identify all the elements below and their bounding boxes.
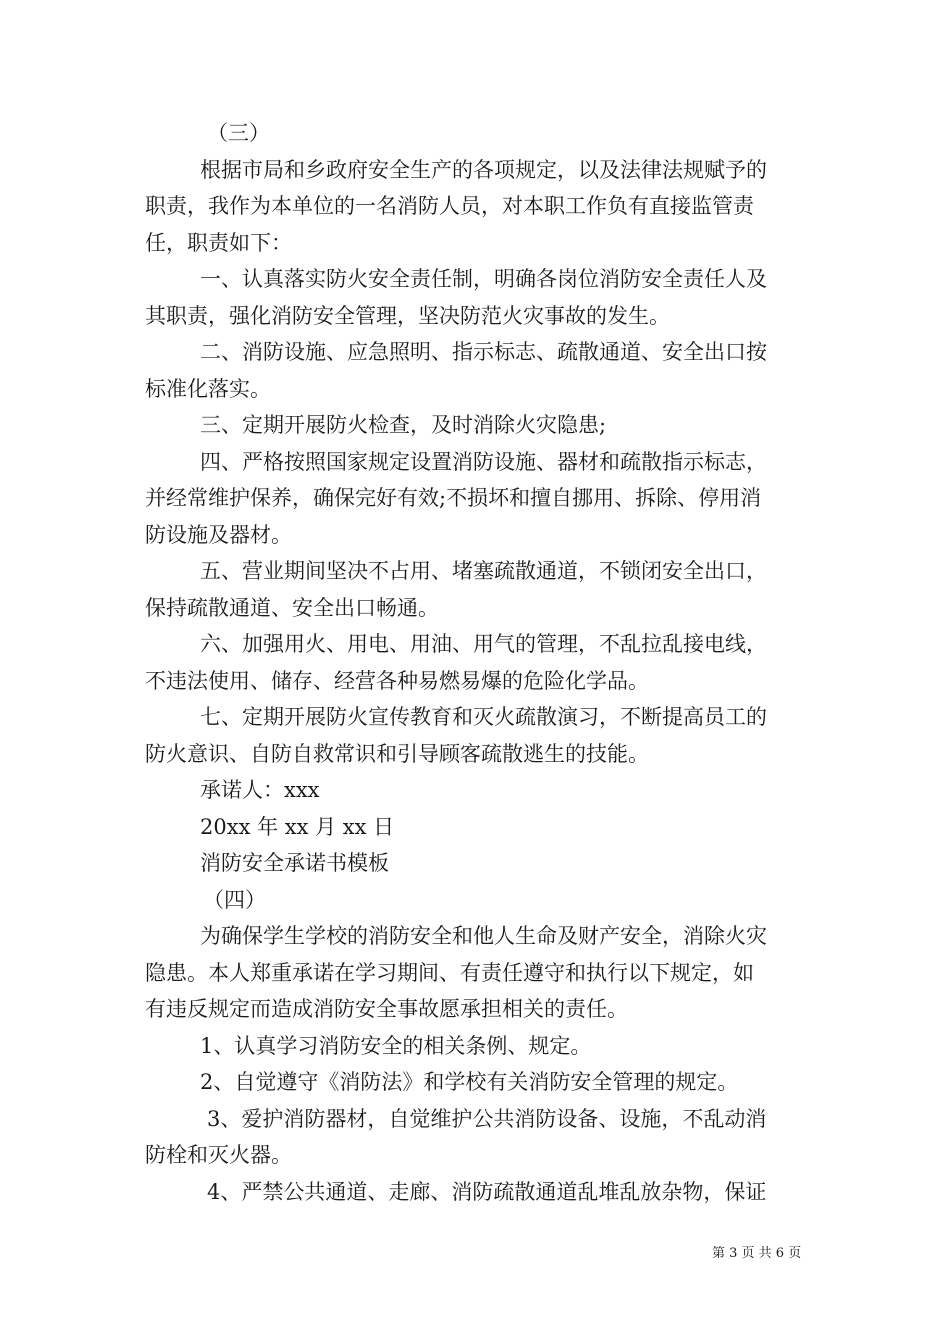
- date-line: 20xx 年 xx 月 xx 日: [200, 814, 395, 839]
- text-line: 不违法使用、储存、经营各种易燃易爆的危险化学品。: [145, 668, 649, 693]
- text-line: 防栓和灭火器。: [145, 1143, 292, 1167]
- text-line: 2、自觉遵守《消防法》和学校有关消防安全管理的规定。: [200, 1070, 739, 1094]
- text-line: 3、爱护消防器材，自觉维护公共消防设备、设施，不乱动消: [207, 1106, 767, 1131]
- text-line: 有违反规定而造成消防安全事故愿承担相关的责任。: [145, 997, 628, 1021]
- text-line: 四、严格按照国家规定设置消防设施、器材和疏散指示标志，: [200, 449, 767, 474]
- text-line: 一、认真落实防火安全责任制，明确各岗位消防安全责任人及: [200, 267, 767, 291]
- text-line: 五、营业期间坚决不占用、堵塞疏散通道，不锁闭安全出口，: [200, 559, 767, 583]
- section-heading: （四）: [203, 887, 266, 912]
- text-line: 1、认真学习消防安全的相关条例、规定。: [200, 1033, 592, 1058]
- text-line: 4、严禁公共通道、走廊、消防疏散通道乱堆乱放杂物，保证: [207, 1179, 767, 1204]
- section-heading: （三）: [207, 121, 270, 145]
- text-line: 保持疏散通道、安全出口畅通。: [145, 595, 439, 620]
- text-line: 防设施及器材。: [145, 522, 292, 547]
- text-line: 任，职责如下：: [145, 230, 292, 255]
- text-line: 六、加强用火、用电、用油、用气的管理，不乱拉乱接电线，: [200, 632, 767, 656]
- text-line: 职责，我作为本单位的一名消防人员，对本职工作负有直接监管责: [145, 194, 754, 218]
- text-line: 七、定期开展防火宣传教育和灭火疏散演习，不断提高员工的: [200, 705, 767, 729]
- text-line: 为确保学生学校的消防安全和他人生命及财产安全，消除火灾: [200, 924, 767, 948]
- template-title: 消防安全承诺书模板: [200, 851, 389, 875]
- text-line: 三、定期开展防火检查，及时消除火灾隐患;: [200, 413, 607, 437]
- document-body: [145, 115, 807, 1210]
- text-line: 根据市局和乡政府安全生产的各项规定，以及法律法规赋予的: [200, 157, 767, 182]
- text-line: 二、消防设施、应急照明、指示标志、疏散通道、安全出口按: [200, 340, 767, 364]
- text-line: 隐患。本人郑重承诺在学习期间、有责任遵守和执行以下规定，如: [145, 960, 754, 985]
- page-number: 第 3 页 共 6 页: [712, 1246, 802, 1261]
- text-line: 其职责，强化消防安全管理，坚决防范火灾事故的发生。: [145, 303, 670, 328]
- text-line: 标准化落实。: [145, 376, 271, 401]
- signatory-line: 承诺人：xxx: [200, 778, 320, 802]
- text-line: 并经常维护保养，确保完好有效;不损坏和擅自挪用、拆除、停用消: [145, 486, 762, 510]
- text-line: 防火意识、自防自救常识和引导顾客疏散逃生的技能。: [145, 741, 649, 766]
